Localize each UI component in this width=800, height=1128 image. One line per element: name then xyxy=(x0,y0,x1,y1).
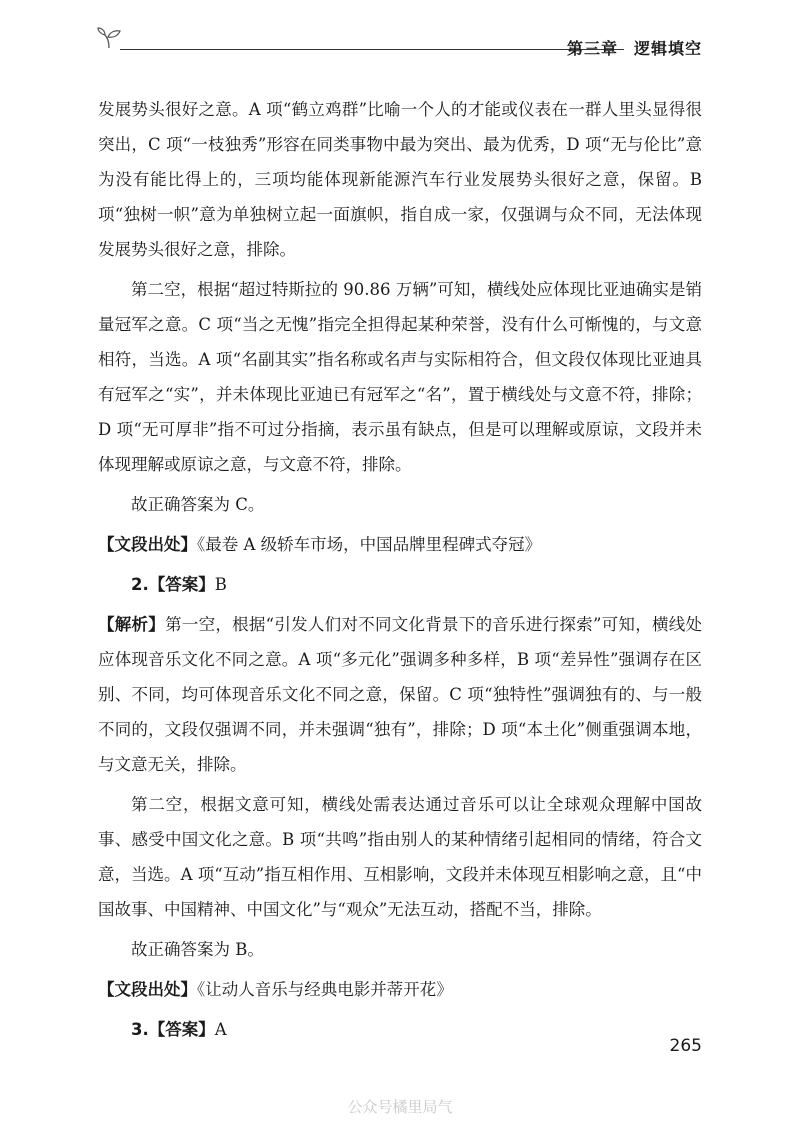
answer-value: A xyxy=(214,1020,227,1039)
source-line xyxy=(98,972,702,1007)
source-tag: 【文段出处】 xyxy=(98,535,197,554)
source-line xyxy=(98,527,702,562)
source-title: 《最卷 A 级轿车市场，中国品牌里程碑式夺冠》 xyxy=(197,535,542,554)
answer-tag: 【答案】 xyxy=(148,1020,215,1039)
chapter-title xyxy=(567,36,702,59)
answer-conclusion: 故正确答案为 B。 xyxy=(131,940,264,959)
answer-conclusion: 故正确答案为 C。 xyxy=(131,495,265,514)
question-number: 3. xyxy=(131,1020,149,1039)
question-number: 2. xyxy=(131,575,149,594)
page-header xyxy=(96,24,702,64)
chapter-number: 第三章 xyxy=(566,39,618,58)
watermark: 公众号橘里局气 xyxy=(347,1098,453,1116)
paragraph: 发展势头很好之意。A 项“鹤立鸡群”比喻一个人的才能或仪表在一群人里头显得很突出，C 项“一枝独秀”形容在同类事物中最为突出、最为优秀，D 项“无与伦比”意为没有能比得上的，三项均能体现新能源汽车行业发展势头很好之意，保留。B 项“独树一帜”意为单独树立起一面旗帜，指自成一家，仅强调与众不同，无法体现发展势头很好之意，排除。 xyxy=(98,100,702,259)
answer-line xyxy=(98,567,702,602)
sprout-icon xyxy=(96,24,124,52)
page-body xyxy=(98,92,702,1052)
answer-tag: 【答案】 xyxy=(148,575,215,594)
section-title: 逻辑填空 xyxy=(633,39,702,58)
paragraph: 第二空，根据文意可知，横线处需表达通过音乐可以让全球观众理解中国故事、感受中国文化之意。B 项“共鸣”指由别人的某种情绪引起相同的情绪，符合文意，当选。A 项“互动”指互相作用、互相影响，文段并未体现互相影响之意，且“中国故事、中国精神、中国文化”与“观众”无法互动，搭配不当，排除。 xyxy=(98,795,702,919)
page-number: 265 xyxy=(669,1036,702,1056)
header-rule xyxy=(120,49,624,50)
source-title: 《让动人音乐与经典电影并蒂开花》 xyxy=(197,980,453,999)
answer-line xyxy=(98,1012,702,1047)
analysis-tag: 【解析】 xyxy=(98,615,166,634)
analysis-paragraph xyxy=(98,607,702,782)
paragraph: 第二空，根据“超过特斯拉的 90.86 万辆”可知，横线处应体现比亚迪确实是销量冠军之意。C 项“当之无愧”指完全担得起某种荣誉，没有什么可惭愧的，与文意相符，当选。A 项“名副其实”指名称或名声与实际相符合，但文段仅体现比亚迪具有冠军之“实”，并未体现比亚迪已有冠军之“名”，置于横线处与文意不符，排除；D 项“无可厚非”指不可过分指摘，表示虽有缺点，但是可以理解或原谅，文段并未体现理解或原谅之意，与文意不符，排除。 xyxy=(98,280,702,474)
answer-value: B xyxy=(214,575,227,594)
analysis-text: 第一空，根据“引发人们对不同文化背景下的音乐进行探索”可知，横线处应体现音乐文化不同之意。A 项“多元化”强调多种多样，B 项“差异性”强调存在区别、不同，均可体现音乐文化不同之意，保留。C 项“独特性”强调独有的、与一般不同的，文段仅强调不同，并未强调“独有”，排除；D 项“本土化”侧重强调本地，与文意无关，排除。 xyxy=(98,615,703,774)
source-tag: 【文段出处】 xyxy=(98,980,197,999)
